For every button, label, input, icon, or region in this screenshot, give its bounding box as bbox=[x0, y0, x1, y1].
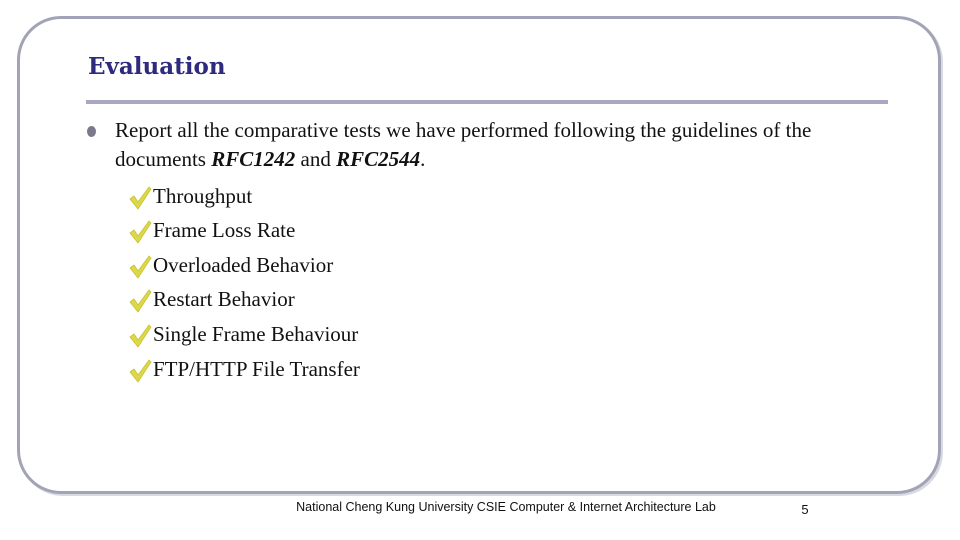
title-divider bbox=[86, 100, 888, 104]
rfc1242-reference: RFC1242 bbox=[211, 147, 296, 171]
bullet-text-after: . bbox=[420, 147, 426, 171]
rfc2544-reference: RFC2544 bbox=[336, 147, 421, 171]
checkmark-icon bbox=[128, 323, 152, 349]
round-bullet-icon bbox=[87, 126, 96, 137]
checklist-item-label: Throughput bbox=[153, 183, 253, 208]
checklist-item bbox=[128, 347, 360, 382]
test-checklist bbox=[128, 174, 360, 382]
checklist-item-label: Frame Loss Rate bbox=[153, 218, 296, 243]
checklist-item-label: FTP/HTTP File Transfer bbox=[153, 356, 360, 381]
checklist-item bbox=[128, 278, 360, 313]
checkmark-icon bbox=[128, 254, 152, 280]
checklist-item-label: Overloaded Behavior bbox=[153, 252, 334, 277]
checklist-item bbox=[128, 209, 360, 244]
checklist-item-label: Restart Behavior bbox=[153, 287, 295, 312]
checklist-item bbox=[128, 243, 360, 278]
checkmark-icon bbox=[128, 288, 152, 314]
bullet-text-middle: and bbox=[295, 147, 337, 171]
page-number: 5 bbox=[801, 502, 809, 517]
checkmark-icon bbox=[128, 358, 152, 384]
checklist-item bbox=[128, 312, 360, 347]
checklist-item-label: Single Frame Behaviour bbox=[153, 321, 359, 346]
checkmark-icon bbox=[128, 185, 152, 211]
bullet-text bbox=[115, 116, 895, 174]
checklist-item bbox=[128, 174, 360, 209]
slide-title: Evaluation bbox=[88, 53, 226, 80]
slide-footer: National Cheng Kung University CSIE Computer & Internet Architecture Lab bbox=[296, 500, 716, 514]
checkmark-icon bbox=[128, 219, 152, 245]
bullet-text-before: Report all the comparative tests we have performed following the guidelines of the documents bbox=[115, 118, 812, 171]
